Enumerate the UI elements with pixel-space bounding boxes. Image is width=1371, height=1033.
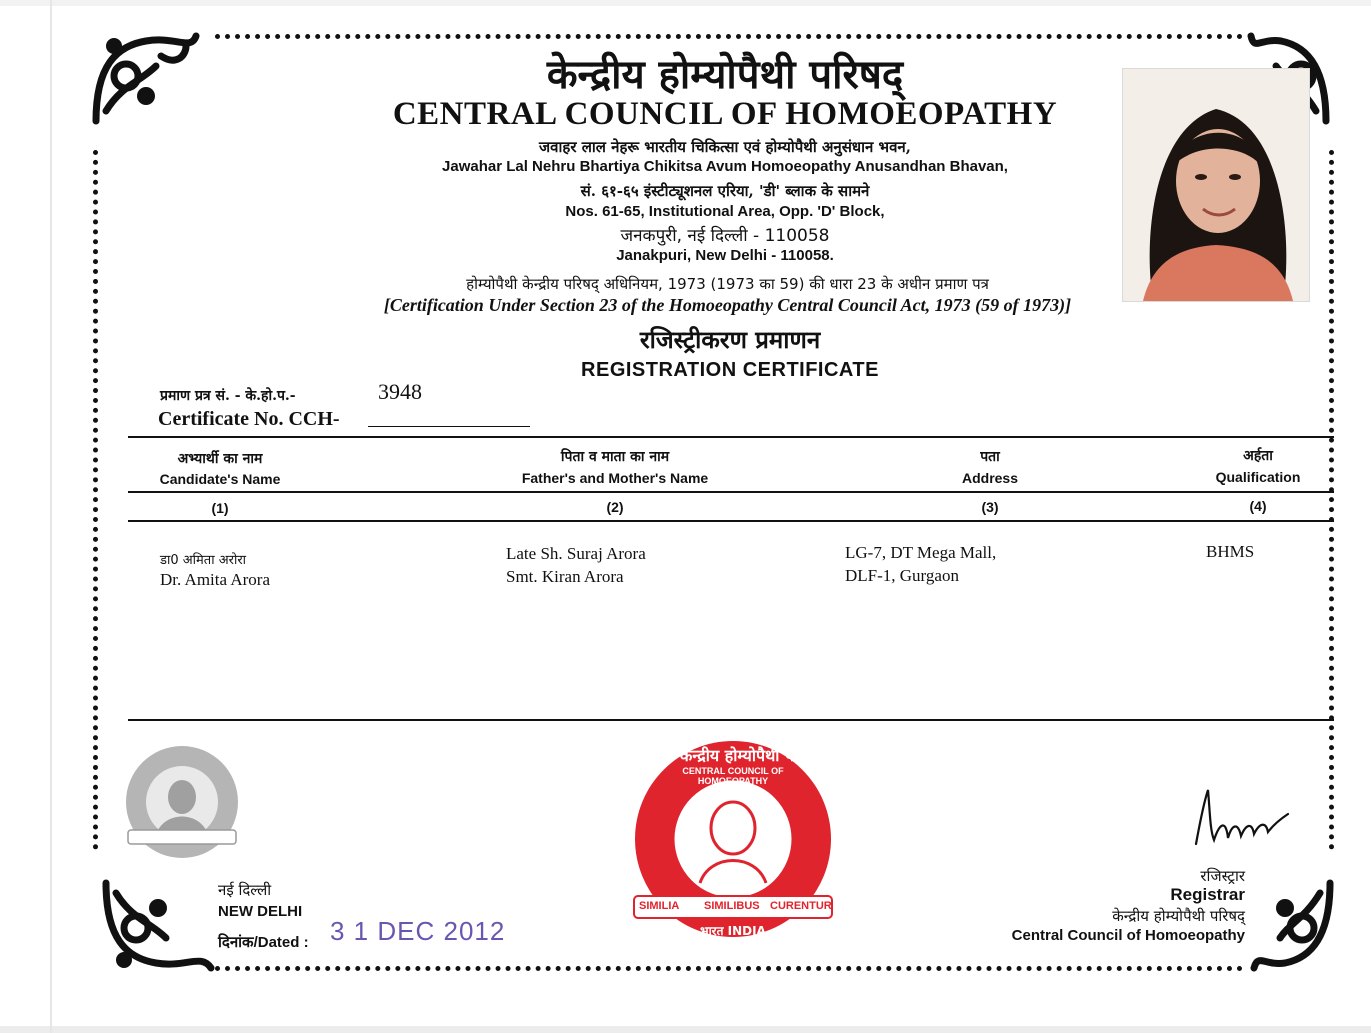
column-4-header-english: Qualification xyxy=(1215,469,1301,485)
seal-motto-3: CURENTUR xyxy=(770,900,832,912)
certificate-number-label-english: Certificate No. CCH- xyxy=(158,408,340,430)
seal-motto-2: SIMILIBUS xyxy=(704,900,760,912)
table-rule-header xyxy=(128,491,1334,493)
column-2-number: (2) xyxy=(606,499,624,515)
table-rule-top xyxy=(128,436,1334,438)
column-3-header-hindi: पता xyxy=(980,449,1000,465)
ornament-top-left-icon xyxy=(86,26,206,126)
candidate-name-english: Dr. Amita Arora xyxy=(160,570,271,589)
column-2-header-english: Father's and Mother's Name xyxy=(521,470,709,486)
address-english-line-1: Jawahar Lal Nehru Bhartiya Chikitsa Avum Homoeopathy Anusandhan Bhavan, xyxy=(442,158,1008,175)
council-name-english: Central Council of Homoeopathy xyxy=(1011,927,1245,944)
council-name-hindi: केन्द्रीय होम्योपैथी परिषद् xyxy=(1112,907,1245,925)
table-rule-numbers xyxy=(128,520,1334,522)
border-bottom xyxy=(215,966,1243,971)
certificate-number-label-hindi: प्रमाण प्रत्र सं. - के.हो.प.- xyxy=(160,388,296,404)
address-hindi-line-2: सं. ६१-६५ इंस्टीट्यूशनल एरिया, 'डी' ब्लाक के सामने xyxy=(580,182,870,200)
border-left xyxy=(93,150,98,850)
seal-english-arc: CENTRAL COUNCIL OF HOMOEOPATHY xyxy=(682,766,784,786)
address-line-2: DLF-1, Gurgaon xyxy=(845,566,959,585)
dated-label: दिनांक/Dated : xyxy=(218,934,309,951)
table-rule-bottom xyxy=(128,719,1334,721)
place-hindi: नई दिल्ली xyxy=(218,881,272,899)
address-line-1: LG-7, DT Mega Mall, xyxy=(845,543,997,562)
address-english-line-2: Nos. 61-65, Institutional Area, Opp. 'D' Block, xyxy=(565,203,885,220)
certificate-title-english: REGISTRATION CERTIFICATE xyxy=(581,359,879,381)
column-1-number: (1) xyxy=(211,500,229,516)
ornament-bottom-right-icon xyxy=(1250,878,1336,978)
candidate-photo xyxy=(1122,68,1310,302)
title-hindi: केन्द्रीय होम्योपैथी परिषद् xyxy=(546,51,904,98)
title-english: CENTRAL COUNCIL OF HOMOEOPATHY xyxy=(392,96,1058,132)
column-1-header-english: Candidate's Name xyxy=(159,471,281,487)
paper-edge-left xyxy=(50,0,52,1033)
mother-name: Smt. Kiran Arora xyxy=(506,567,624,586)
column-3-number: (3) xyxy=(981,499,999,515)
registrar-signature-icon xyxy=(1186,782,1296,852)
column-4-header-hindi: अर्हता xyxy=(1243,448,1273,464)
act-reference-english: [Certification Under Section 23 of the Homoeopathy Central Council Act, 1973 (59 of 1973)] xyxy=(383,295,1072,315)
certificate-number-underline xyxy=(368,426,530,427)
seal-country: भारत INDIA xyxy=(700,924,766,938)
address-hindi-line-1: जवाहर लाल नेहरू भारतीय चिकित्सा एवं होम्योपैथी अनुसंधान भवन, xyxy=(539,138,911,156)
column-3-header-english: Address xyxy=(961,470,1019,486)
father-name: Late Sh. Suraj Arora xyxy=(506,544,646,563)
seal-hindi-arc: केन्द्रीय होम्योपैथी परिषद xyxy=(680,746,823,765)
certificate-title-hindi: रजिस्ट्रीकरण प्रमाणन xyxy=(639,325,821,354)
column-4-number: (4) xyxy=(1249,498,1267,514)
act-reference-hindi: होम्योपैथी केन्द्रीय परिषद् अधिनियम, 1973 (1973 का 59) की धारा 23 के अधीन प्रमाण पत्र xyxy=(466,275,989,293)
paper-edge-top xyxy=(0,0,1371,6)
paper-edge-bottom xyxy=(0,1026,1371,1033)
ornament-bottom-left-icon xyxy=(96,878,216,978)
column-1-header-hindi: अभ्यार्थी का नाम xyxy=(177,451,263,467)
column-2-header-hindi: पिता व माता का नाम xyxy=(560,449,670,465)
registrar-english: Registrar xyxy=(1170,885,1245,904)
address-english-line-3: Janakpuri, New Delhi - 110058. xyxy=(616,247,834,264)
date-stamp: 3 1 DEC 2012 xyxy=(330,916,506,946)
border-right xyxy=(1329,150,1334,850)
qualification-value: BHMS xyxy=(1206,542,1255,561)
candidate-name-hindi: डा0 अमिता अरोरा xyxy=(160,553,247,568)
certificate-number-value: 3948 xyxy=(378,379,422,404)
registrar-hindi: रजिस्ट्रार xyxy=(1200,867,1245,885)
place-english: NEW DELHI xyxy=(218,903,303,920)
border-top xyxy=(215,34,1243,39)
seal-motto-1: SIMILIA xyxy=(639,900,680,912)
watermark-seal-icon xyxy=(120,742,244,864)
address-hindi-line-3: जनकपुरी, नई दिल्ली - 110058 xyxy=(620,226,830,246)
council-seal xyxy=(630,738,836,944)
